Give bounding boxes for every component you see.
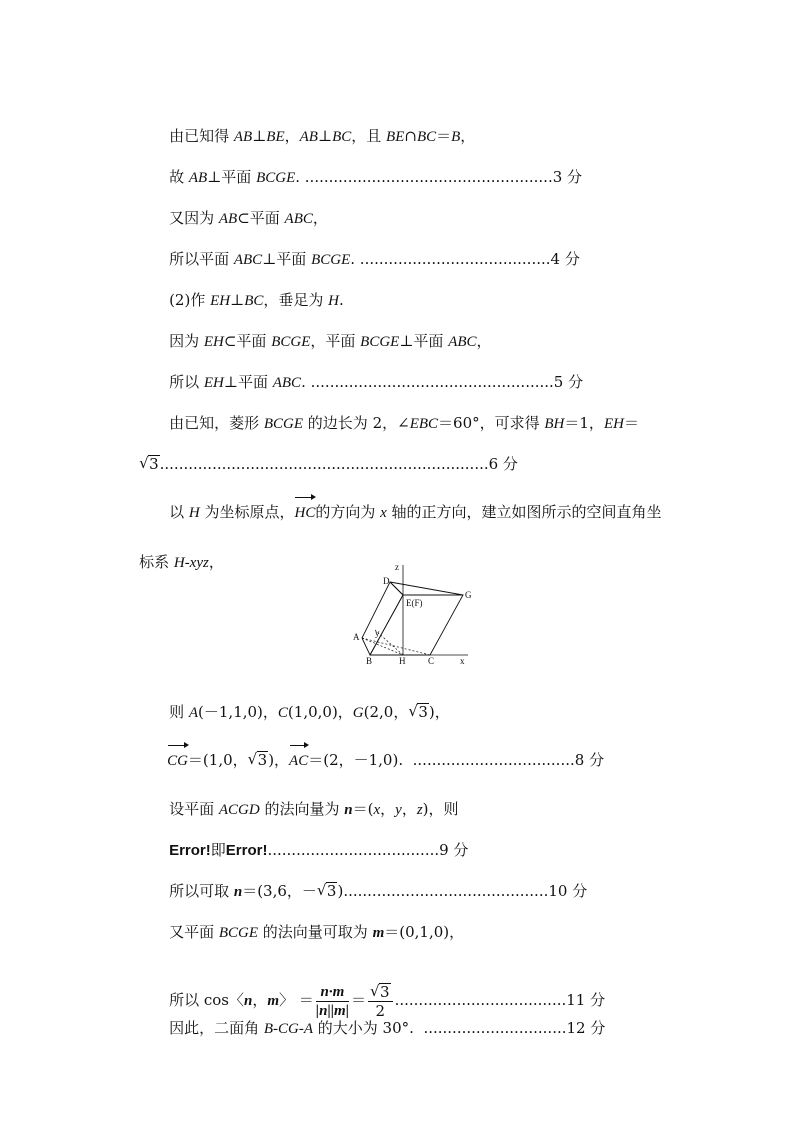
leader-dots: .................................................... (304, 168, 553, 186)
label-D: D (383, 576, 390, 586)
sqrt-3: √ 3 (247, 750, 268, 769)
leader-dots: ..................................................................... (159, 455, 489, 473)
score: 8 分 (574, 751, 605, 769)
sqrt-3: √ 3 (408, 702, 428, 721)
score: 12 分 (566, 1019, 606, 1037)
vector-HC: HC (294, 501, 315, 525)
text-line-12: 则 A(－1,1,0)，C(1,0,0)，G(2,0， √ 3)， (0, 676, 794, 700)
text-line-14: 设平面 ACGD 的法向量为 n＝(x，y，z)，则 (169, 800, 459, 818)
text-line-1: 由已知得 AB⊥BE，AB⊥BC，且 BE∩BC＝B， (169, 127, 476, 145)
label-z: z (395, 562, 399, 572)
label-B: B (366, 656, 373, 665)
label-EF: E(F) (406, 598, 423, 608)
text-line-9 (0, 428, 794, 473)
score: 6 分 (488, 455, 518, 473)
score: 9 分 (439, 841, 469, 859)
score: 3 分 (552, 168, 583, 186)
vector-CG: CG (167, 749, 188, 773)
leader-dots: .................................... (394, 991, 567, 1009)
score: 10 分 (548, 882, 588, 900)
leader-dots: ................................................... (310, 373, 554, 391)
label-A: A (353, 632, 360, 642)
text-line-16: 所以可取 n＝(3,6，－ √ 3)...........................................10 分 (0, 855, 794, 879)
text-line-6: 因为 EH⊂平面 BCGE，平面 BCGE⊥平面 ABC， (169, 332, 492, 350)
text-line-5: (2)作 EH⊥BC，垂足为 H. (169, 291, 344, 309)
leader-dots: ........................................ (359, 250, 551, 268)
score: 4 分 (550, 250, 580, 268)
coordinate-figure (350, 560, 475, 665)
text-line-3: 又因为 AB⊂平面 ABC， (169, 209, 328, 227)
leader-dots: .......................................... (348, 882, 549, 900)
dashed-AH (362, 638, 403, 655)
leader-dots: .................................. (412, 751, 575, 769)
text-line-2: 故 AB⊥平面 BCGE. ....................................................3 分 (169, 168, 583, 186)
score: 5 分 (553, 373, 584, 391)
text-line-18: 所以 cos〈n，m〉 ＝ $\frac{n\cdot m}{|n||m|}$ ＝ √ 3 2 ....................................11 分 (169, 981, 606, 1020)
label-y: y (375, 628, 380, 638)
label-H: H (399, 656, 406, 665)
text-line-15: Error!即Error!....................................9 分 (169, 841, 469, 859)
vector-AC: AC (289, 749, 308, 773)
label-C: C (428, 656, 435, 665)
leader-dots: .................................... (267, 841, 440, 859)
side-face (362, 582, 403, 655)
text-line-8: 由已知，菱形 BCGE 的边长为 2，∠EBC＝60°，可求得 BH＝1，EH＝ (169, 414, 639, 432)
text-line-19: 因此，二面角 B-CG-A 的大小为 30°. ..............................12 分 (169, 1019, 606, 1037)
leader-dots: .............................. (423, 1019, 567, 1037)
label-x: x (460, 656, 465, 665)
fraction-nm: $\frac{n\cdot m}{|n||m|}$ (315, 983, 350, 1019)
text-line-10: 以 H 为坐标原点，HC的方向为 x 轴的正方向，建立如图所示的空间直角坐 (0, 476, 794, 500)
text-line-13: CG＝(1,0， √ 3)，AC＝(2，－1,0). ..................................8 分 (0, 724, 794, 748)
text-line-17: 又平面 BCGE 的法向量可取为 m＝(0,1,0)， (169, 923, 465, 941)
text-line-4: 所以平面 ABC⊥平面 BCGE. ........................................4 分 (169, 250, 580, 268)
score: 11 分 (566, 991, 606, 1009)
text-line-11: 标系 H-xyz， (139, 553, 224, 571)
text-line-7: 所以 EH⊥平面 ABC. ...................................................5 分 (169, 373, 584, 391)
sqrt-3: √ 3 (139, 454, 159, 473)
sqrt-3: √ 3 (316, 881, 337, 900)
fraction-sqrt3-over-2: √ 3 2 (368, 983, 393, 1020)
label-G: G (465, 590, 472, 600)
